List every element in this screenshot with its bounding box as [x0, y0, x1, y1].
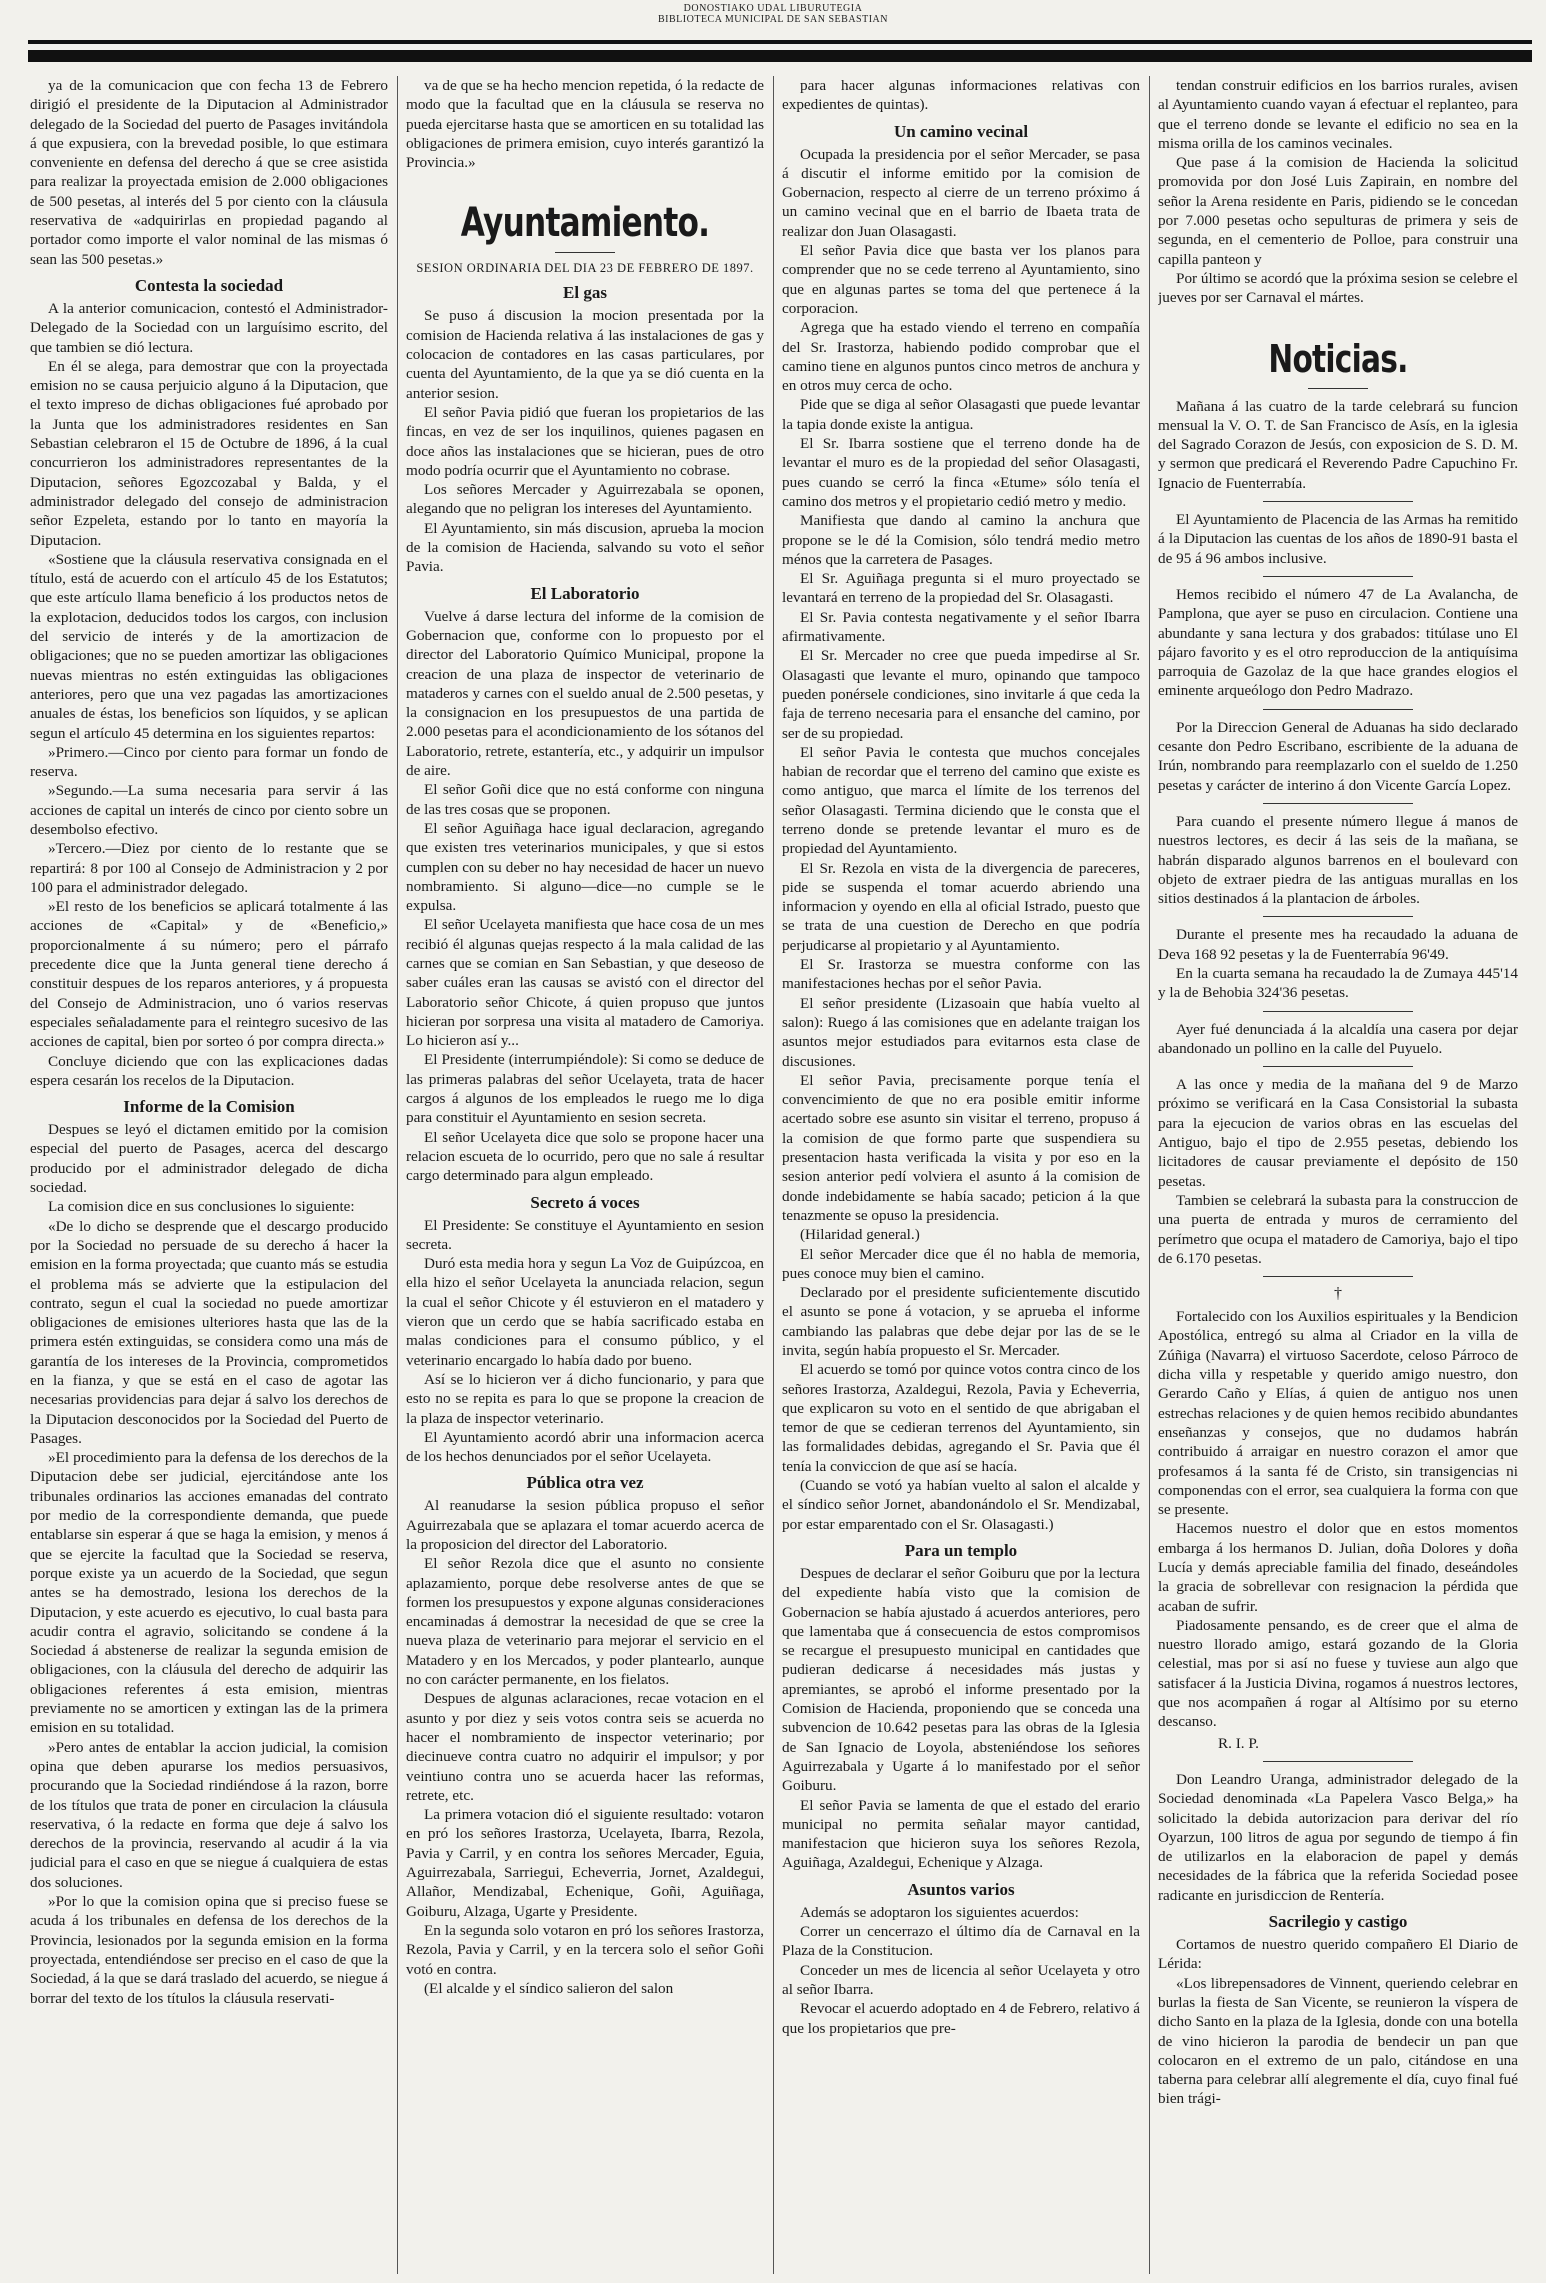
news-item: Cortamos de nuestro querido compañero El Diario de Lérida: [1158, 1936, 1518, 1973]
item-separator [1263, 576, 1413, 577]
paragraph: En él se alega, para demostrar que con la proyectada emision no se causa perjuicio alguno á la Diputacion, que el texto impreso de dichas obligaciones fué aprobado por la Junta que los administradores residentes en San Sebastian celebraron el 15 de Octubre de 1896, á la cual concurrieron los administradores representantes de la Diputacion, señores Egozcozabal y Balda, y el administrador delegado del consejo de administracion señor Ezpeleta, estando por lo tanto en mayoría la Diputacion. [30, 357, 388, 549]
paragraph: Al reanudarse la sesion pública propuso el señor Aguirrezabala que se aplazara el tomar acuerdo acerca de la proposicion del director del Laboratorio. [406, 1497, 764, 1553]
news-item: En la cuarta semana ha recaudado la de Zumaya 445'14 y la de Behobia 324'36 pesetas. [1158, 964, 1518, 1002]
paragraph: El Ayuntamiento acordó abrir una informacion acerca de los hechos denunciados por el señor Ucelayeta. [406, 1428, 764, 1466]
news-item: Fortalecido con los Auxilios espirituales y la Bendicion Apostólica, entregó su alma al Criador en la villa de Zúñiga (Navarra) el virtuoso Sacerdote, celoso Párroco de dicha villa y respetable y querido amigo nuestro, don Gerardo Caño y Elías, á quien de antiguo nos unen estrechas relaciones y de quien hemos recibido abundantes enseñanzas y consejos, que no dudamos habrán contribuido á arraigar en nuestro corazon el amor que profesamos á la santa fé de Cristo, sin transigencias ni componendas con el error, sea cualquiera la forma con que se presente. [1158, 1308, 1518, 1519]
paragraph: La primera votacion dió el siguiente resultado: votaron en pró los señores Irastorza, Ucelayeta, Ibarra, Rezola, Pavia y Carril, y en contra los señores Mercader, Eguia, Aguirrezabala, Sarriegui, Echeverria, Jornet, Azaldegui, Allañor, Mendizabal, Echenique, Goñi, Aguiñaga, Goiburu, Alzaga, Ugarte y Presidente. [406, 1806, 764, 1920]
cross-icon: † [1334, 1285, 1342, 1303]
paragraph: Despues de algunas aclaraciones, recae votacion en el asunto y por diez y seis votos contra seis se acuerda no hacer el nombramiento de inspector veterinario; por diecinueve contra cuatro no adquirir el impulsor; y por veintiuno contra uno se acuerda hacer las reformas, retrete, etc. [406, 1690, 764, 1804]
paragraph: Que pase á la comision de Hacienda la solicitud promovida por don José Luis Zapirain, en nombre del señor la Arena residente en Paris, pidiendo se le concedan por 7.000 pesetas ocho sepulturas de primera y seis de segunda, en el cementerio de Polloe, para construir una capilla panteon y [1158, 154, 1518, 268]
paragraph: La comision dice en sus conclusiones lo siguiente: [48, 1198, 355, 1216]
paragraph: En la segunda solo votaron en pró los señores Irastorza, Rezola, Pavia y Carril, y en la tercera solo el señor Goñi votó en contra. [406, 1921, 764, 1978]
paragraph: Manifiesta que dando al camino la anchura que propone se le dé la Comision, sólo tendrá medio metro ménos que la carretera de Pasages. [782, 512, 1140, 568]
paragraph: El Ayuntamiento, sin más discusion, aprueba la mocion de la comision de Hacienda, salvando su voto el señor Pavia. [406, 519, 764, 576]
paragraph: Duró esta media hora y segun La Voz de Guipúzcoa, en ella hizo el señor Ucelayeta la anunciada relacion, segun la cual el señor Chicote y él estuvieron en el matadero y vieron que un cerdo que se había sacrificado estaba en malas condiciones para el consumo público, y el veterinario encargado lo había dado por bueno. [406, 1255, 764, 1369]
news-item: Para cuando el presente número llegue á manos de nuestros lectores, es decir á las seis de la mañana, se habrán disparado algunos barrenos en el boulevard con objeto de extraer piedra de las antiguas murallas en los sitios destinados á la plantacion de árboles. [1158, 812, 1518, 908]
paragraph: El señor Rezola dice que el asunto no consiente aplazamiento, porque debe resolverse antes de que se formen los presupuestos y expone algunas consideraciones encaminadas á demostrar la necesidad de que se cree la nueva plaza de veterinario para mejorar el servicio en el Matadero y en los Mercados, y poder plantearlo, aunque no con carácter permanente, en los fielatos. [406, 1555, 764, 1689]
paragraph: El Sr. Rezola en vista de la divergencia de pareceres, pide se suspenda el tomar acuerdo abriendo una informacion y oyendo en ella al oficial Istrado, puesto que se trata de una cuestion de Derecho en que podría perjudicarse al propietario y al Ayuntamiento. [782, 859, 1140, 954]
paragraph: »Tercero.—Diez por ciento de lo restante que se repartirá: 8 por 100 al Consejo de Administracion y 2 por 100 para el administrador delegado. [30, 840, 388, 896]
archive-line-2: BIBLIOTECA MUNICIPAL DE SAN SEBASTIAN [658, 14, 888, 25]
paragraph: Despues de declarar el señor Goiburu que por la lectura del expediente había visto que la comision de Gobernacion se había ajustado á acuerdos anteriores, pero que lamentaba que á consecuencia de estos compromisos se recargue el presupuesto municipal en cantidades que pudieran dedicarse á necesidades más justas y apremiantes, se aprobó el informe presentado por la Comision de Hacienda, proponiendo que se conceda una subvencion de 10.642 pesetas para las obras de la Iglesia de San Ignacio de Loyola, absteniéndose los señores Aguirrezabala y Ugarte á lo manifestado por el señor Goiburu. [782, 1564, 1140, 1795]
paragraph: Correr un cencerrazo el último día de Carnaval en la Plaza de la Constitucion. [782, 1923, 1140, 1960]
section-heading: Sacrilegio y castigo [1268, 1912, 1408, 1932]
column-1 [30, 76, 388, 2274]
paragraph: El Presidente (interrumpiéndole): Si como se deduce de las primeras palabras del señor Ucelayeta, trata de hacer cargos á algunos de los empleados le ruego me lo diga para constituir el Ayuntamiento en sesion secreta. [406, 1051, 764, 1127]
paragraph: Despues se leyó el dictamen emitido por la comision especial del puerto de Pasages, acerca del descargo producido por el administrador delegado de dicha sociedad. [30, 1121, 388, 1197]
item-separator [1263, 501, 1413, 502]
paragraph: »Primero.—Cinco por ciento para formar un fondo de reserva. [30, 743, 388, 781]
paragraph: Declarado por el presidente suficientemente discutido el asunto se pone á votacion, y se aprueba el informe cambiando las palabras que debe dejar por las de se le invita, según había propuesto el Sr. Mercader. [782, 1284, 1140, 1359]
item-separator [1263, 1066, 1413, 1067]
paragraph: El señor Pavia dice que basta ver los planos para comprender que no se cede terreno al Ayuntamiento, sino que en algunas partes se toma del que pertenece á la corporacion. [782, 242, 1140, 317]
news-item: Durante el presente mes ha recaudado la aduana de Deva 168 92 pesetas y la de Fuenterrabía 96'49. [1158, 926, 1518, 963]
paragraph: El señor Pavia se lamenta de que el estado del erario municipal no permita señalar mayor cantidad, manifestacion que hicieron suya los señores Rezola, Aguiñaga, Azaldegui, Echenique y Alzaga. [782, 1796, 1140, 1872]
section-heading: Pública otra vez [526, 1473, 644, 1493]
paragraph: El Sr. Mercader no cree que pueda impedirse al Sr. Olasagasti que levante el muro, opinando que tampoco pueden ponérsele condiciones, sino invitarle á que ceda la faja de terreno necesaria para el ensanche del camino, por ser de su propiedad. [782, 647, 1140, 742]
paragraph: para hacer algunas informaciones relativas con expedientes de quintas). [782, 77, 1140, 114]
paragraph: A la anterior comunicacion, contestó el Administrador-Delegado de la Sociedad con un larguísimo escrito, del que tambien se dió lectura. [30, 299, 388, 356]
news-item: «Los librepensadores de Vinnent, queriendo celebrar en burlas la fiesta de San Vicente, se reunieron la víspera de dicho Santo en la plaza de la Iglesia, donde con una botella de vino hicieron la parodia de bendecir un pan que colocaron en el extremo de un palo, citándose en una taberna para celebrar allí alegremente el día, cuyo final fué bien trági- [1158, 1974, 1518, 2108]
paragraph: El señor Ucelayeta dice que solo se propone hacer una relacion escueta de lo ocurrido, pero que no sale á resultar cargo determinado para algun empleado. [406, 1128, 764, 1185]
paragraph: Así se lo hicieron ver á dicho funcionario, y para que esto no se repita es para lo que se propone la creacion de la plaza de inspector veterinario. [406, 1370, 764, 1427]
section-heading: Para un templo [904, 1540, 1018, 1560]
archive-line-1: DONOSTIAKO UDAL LIBURUTEGIA [683, 3, 863, 14]
item-separator [1263, 1276, 1413, 1277]
news-item: Hacemos nuestro el dolor que en estos momentos embarga á los hermanos D. Julian, doña Dolores y doña Lucía y demás apreciable familia del finado, deseándoles la gracia de sobrellevar con resignacion la pérdida que acaban de sufrir. [1158, 1520, 1518, 1615]
paragraph: »Pero antes de entablar la accion judicial, la comision opina que deben apurarse los medios persuasivos, procurando que la Sociedad rindiéndose á la razon, borre de los títulos que trata de poner en circulacion la cláusula reservativa, ó la redacte en forma que deje á salvo los derechos de la provincia, reservando al acudir á la via judicial para el caso en que se niegue á cualquiera de estas dos soluciones. [30, 1738, 388, 1891]
item-separator [1263, 709, 1413, 710]
paragraph: El señor Pavia pidió que fueran los propietarios de las fincas, en vez de ser los inquilinos, quienes pagasen en doce años las instalaciones que se hicieran, pues de otro modo podría ocurrir que el Ayuntamiento no cobrase. [406, 403, 764, 479]
paragraph: El señor presidente (Lizasoain que había vuelto al salon): Ruego á las comisiones que en adelante traigan los asuntos mejor estudiados para evitarnos esta clase de discusiones. [782, 994, 1140, 1070]
paragraph: (Cuando se votó ya habían vuelto al salon el alcalde y el síndico señor Jornet, abandonándolo el Sr. Mendizabal, por estar emparentado con el Sr. Olasagasti.) [782, 1477, 1140, 1533]
column-divider [1149, 76, 1150, 2274]
news-item: Tambien se celebrará la subasta para la construccion de una puerta de entrada y muros de cerramiento del perímetro que ocupa el matadero de Camoriya, bajo el tipo de 6.170 pesetas. [1158, 1191, 1518, 1267]
paragraph: El Sr. Aguiñaga pregunta si el muro proyectado se levantará en terreno de la propiedad del Sr. Olasagasti. [782, 570, 1140, 607]
news-item: Ayer fué denunciada á la alcaldía una casera por dejar abandonado un pollino en la calle del Puyuelo. [1158, 1020, 1518, 1057]
news-item: Piadosamente pensando, es de creer que el alma de nuestro llorado amigo, estará gozando de la Gloria celestial, mas por si así no fuese y tuviese aun algo que satisfacer á la Justicia Divina, rogamos á nuestros lectores, que nos acompañen á rogar al Altísimo por su eterno descanso. [1158, 1616, 1518, 1731]
header-thin-rule [28, 40, 1532, 44]
section-heading: Informe de la Comision [123, 1097, 295, 1117]
section-heading: Asuntos varios [907, 1879, 1015, 1899]
news-item: Hemos recibido el número 47 de La Avalancha, de Pamplona, que ayer se puso en circulacion. Contiene una abundante y sana lectura y dos grabados: titúlase uno El pájaro favorito y es el otro reproduccion de la antiquísima parroquia de Gazolaz de la que hace grandes elogios el eminente arqueólogo don Pedro Madrazo. [1158, 585, 1518, 700]
paragraph: El señor Mercader dice que él no habla de memoria, pues conoce muy bien el camino. [782, 1245, 1140, 1282]
paragraph: Los señores Mercader y Aguirrezabala se oponen, alegando que no peligran los intereses del Ayuntamiento. [406, 481, 764, 518]
news-item: Mañana á las cuatro de la tarde celebrará su funcion mensual la V. O. T. de San Francisco de Asís, en la iglesia del Sagrado Corazon de Jesús, con exposicion de S. D. M. y sermon que predicará el Reverendo Padre Capuchino Fr. Ignacio de Fuenterrabía. [1158, 397, 1518, 492]
paragraph: El señor Pavia, precisamente porque tenía el convencimiento de que no era posible emitir informe acertado sobre ese asunto sin visitar el terreno, propuso á la comision de que formo parte que suspendiera su presentacion hasta verificada la visita y por eso en la sesion anterior pedí volviera el asunto á la comision de donde indebidamente se había sacado; peticion á la que tenazmente se opuso la presidencia. [782, 1071, 1140, 1224]
paragraph: »El resto de los beneficios se aplicará totalmente á las acciones de «Capital» y de «Beneficio,» proporcionalmente á su número; pero el párrafo precedente dice que la Junta general tiene derecho á constituir despues de los reparos anteriores, y á propuesta del Consejo de Administracion, uno ó varios reservas especiales señaladamente para el reintegro sucesivo de las acciones de capital, bien por sorteo ó por compra directa.» [30, 898, 388, 1051]
section-heading: El gas [563, 283, 607, 303]
paragraph: El señor Pavia le contesta que muchos concejales habian de recordar que el terreno del camino que existe es como antiguo, que marca el límite de los terrenos del señor Olasagasti. Termina diciendo que le consta que el terreno donde se pretende levantar el muro es de propiedad del Ayuntamiento. [782, 743, 1140, 858]
paragraph: »Por lo que la comision opina que si preciso fuese se acuda á los tribunales en defensa de los derechos de la Provincia, lesionados por la segunda emision en la forma proyectada, entendiéndose ser preciso en el caso de que la Sociedad, á la que se dará traslado del acuerdo, se niegue á borrar del texto de los títulos la cláusula reservati- [30, 1893, 388, 2007]
paragraph: El Sr. Pavia contesta negativamente y el señor Ibarra afirmativamente. [782, 608, 1140, 646]
item-separator [1263, 1761, 1413, 1762]
paragraph: ya de la comunicacion que con fecha 13 de Febrero dirigió el presidente de la Diputacion al Administrador delegado de la Sociedad del puerto de Pasages invitándola á que expusiera, con la brevedad posible, lo que estimara conveniente en defensa del derecho á que se cree asistida para realizar la proyectada emision de 2.000 obligaciones de 500 pesetas, al interés del 5 por ciento con la cláusula reservativa de «adquirirlas en propiedad pagando al portador como importe el valor nominal de las mismas ó sean las 500 pesetas.» [30, 77, 388, 268]
section-heading: Contesta la sociedad [134, 275, 284, 295]
section-heading: El Laboratorio [530, 583, 640, 603]
column-divider [773, 76, 774, 2274]
paragraph: (El alcalde y el síndico salieron del salon [424, 1979, 674, 1997]
paragraph: Además se adoptaron los siguientes acuerdos: [800, 1903, 1079, 1921]
title-rule [1308, 388, 1368, 389]
paragraph: Revocar el acuerdo adoptado en 4 de Febrero, relativo á que los propietarios que pre- [782, 2000, 1140, 2037]
news-item: Por la Direccion General de Aduanas ha sido declarado cesante don Pedro Escribano, escribiente de la aduana de Irún, nombrando para reemplazarlo con el sueldo de 1.250 pesetas y carácter de interino á don Vicente García Lopez. [1158, 718, 1518, 794]
paragraph: (Hilaridad general.) [800, 1226, 920, 1244]
title-rule [555, 252, 615, 253]
column-3 [782, 76, 1140, 2274]
paragraph: El señor Goñi dice que no está conforme con ninguna de las tres cosas que se proponen. [406, 781, 764, 818]
paragraph: El Presidente: Se constituye el Ayuntamiento en sesion secreta. [406, 1216, 764, 1253]
item-separator [1263, 916, 1413, 917]
archive-stamp [0, 0, 1546, 25]
paragraph: El señor Aguiñaga hace igual declaracion, agregando que existen tres veterinarios municipales, y que si estos cumplen con su deber no hay necesidad de hacer un nuevo nombramiento. Si alguno—dice—no cumple se le expulsa. [406, 819, 764, 915]
paragraph: Agrega que ha estado viendo el terreno en compañía del Sr. Irastorza, habiendo podido comprobar que el camino tiene en algunos puntos cinco metros de anchura y en otros muy cerca de ocho. [782, 319, 1140, 395]
paragraph: Por último se acordó que la próxima sesion se celebre el jueves por ser Carnaval el mártes. [1158, 269, 1518, 307]
paragraph: va de que se ha hecho mencion repetida, ó la redacte de modo que la facultad que en la cláusula se reserva no pueda ejercitarse hasta que se amorticen en su totalidad las obligaciones de primera emision, cuyo interés garantizó la Provincia.» [406, 77, 764, 172]
news-item: El Ayuntamiento de Placencia de las Armas ha remitido á la Diputacion las cuentas de los años de 1890-91 basta el de 95 á 96 ambos inclusive. [1158, 511, 1518, 567]
paragraph: »El procedimiento para la defensa de los derechos de la Diputacion debe ser judicial, ejercitándose ante los tribunales ordinarios las acciones emanadas del contrato por medio de la correspondiente demanda, que puede entablarse sin esperar á que se haga la emision, y menos á que se ejercite la facultad que la Sociedad se reserva, porque existe ya un acuerdo de la Sociedad, que segun antes se ha demostrado, lesiona los derechos de la Diputacion, y este acuerdo es ejecutivo, lo cual basta para acudir contra el agravio, solicitando se condene á la Sociedad á abstenerse de realizar la segunda emision de obligaciones, con la cláusula del derecho de adquirir las obligaciones referentes á esta emision, mientras previamente no se amorticen y extingan las de la primera emision en su totalidad. [30, 1449, 388, 1737]
news-item: A las once y media de la mañana del 9 de Marzo próximo se verificará en la Casa Consistorial la subasta para la ejecucion de varios obras en las escuelas del Antiguo, bajo el tipo de 2.955 pesetas, debiendo los licitadores de causar previamente el depósito de 150 pesetas. [1158, 1076, 1518, 1190]
section-title: Ayuntamiento. [460, 200, 710, 247]
page-header [0, 0, 1546, 70]
paragraph: «Sostiene que la cláusula reservativa consignada en el título, está de acuerdo con el artículo 45 de los Estatutos; que este artículo llama beneficio á los productos netos de la explotacion, deducidos todos los cargos, con inclusion del servicio de interés y de la amortizacion de obligaciones; que no se pueden amortizar las obligaciones nuevas mientras no estén extinguidas las obligaciones anteriores, pero que una vez pagadas las amortizaciones anuales de éstas, los beneficios son líquidos, y se aplican segun el artículo 45 determina en los siguientes repartos: [30, 550, 388, 742]
paragraph: El Sr. Ibarra sostiene que el terreno donde ha de levantar el muro es de la propiedad del señor Olasagasti, pues cuando se cerró la finca «Etume» sólo tenía el camino dos metros y el propietario cedió metro y medio. [782, 435, 1140, 510]
section-title: Noticias. [1268, 336, 1408, 381]
paragraph: Ocupada la presidencia por el señor Mercader, se pasa á discutir el informe emitido por la comision de Gobernacion, respecto al cierre de un terreno próximo á un camino vecinal que en el barrio de Ibaeta trata de realizar don Juan Olasagasti. [782, 145, 1140, 240]
paragraph: »Segundo.—La suma necesaria para servir á las acciones de capital un interés de cinco por ciento sobre un desembolso efectivo. [30, 782, 388, 838]
paragraph: Vuelve á darse lectura del informe de la comision de Gobernacion que, conforme con lo propuesto por el director del Laboratorio Químico Municipal, propone la creacion de una plaza de inspector de veterinario de mataderos y carnes con el sueldo anual de 2.500 pesetas, y la consignacion en los presupuestos de una partida de 2.000 pesetas para el acondicionamiento de los sótanos del Laboratorio, retrete, estantería, etc., y adquirir un impulsor de aire. [406, 607, 764, 780]
rip-line: R. I. P. [1218, 1734, 1259, 1752]
paragraph: Conceder un mes de licencia al señor Ucelayeta y otro al señor Ibarra. [782, 1961, 1140, 1998]
paragraph: «De lo dicho se desprende que el descargo producido por la Sociedad no persuade de su derecho á hacer la emision en la forma proyectada; que cuanto más se estudia el problema más se advierte que la estipulacion del contrato, segun el cual la sociedad no puede amortizar obligaciones de emisiones ulteriores hasta que las de la primera estén extinguidas, se considera como una más de garantía de los intereses de la Provincia, comprometidos en la fianza, y que se está en el caso de agotar las necesarias providencias para dejar á salvo los derechos de la Diputacion desconocidos por la Sociedad del Puerto de Pasages. [30, 1217, 388, 1447]
paragraph: El Sr. Irastorza se muestra conforme con las manifestaciones hechas por el señor Pavia. [782, 956, 1140, 993]
column-divider [397, 76, 398, 2274]
paragraph: El señor Ucelayeta manifiesta que hace cosa de un mes recibió él algunas quejas respecto á la mala calidad de las carnes que se comian en San Sebastian, y que deseoso de saber cuáles eran las causas se avistó con el director del Laboratorio señor Chicote, á quien propuso que juntos hicieran por sorpresa una visita al matadero de Camoriya. Lo hicieron así y... [406, 916, 764, 1050]
paragraph: Concluye diciendo que con las explicaciones dadas espera cesarán los recelos de la Diputacion. [30, 1052, 388, 1089]
paragraph: El acuerdo se tomó por quince votos contra cinco de los señores Irastorza, Azaldegui, Rezola, Pavia y Echeverria, que explicaron su voto en el sentido de que abrigaban el temor de que se cedieran terrenos del Ayuntamiento, sin las formalidades debidas, agregando el Sr. Pavia que él tenía la conviccion de que así se hacía. [782, 1361, 1140, 1475]
column-4 [1158, 76, 1518, 2274]
item-separator [1263, 1011, 1413, 1012]
section-heading: Un camino vecinal [893, 121, 1029, 141]
paragraph: Se puso á discusion la mocion presentada por la comision de Hacienda relativa á las instalaciones de gas y colocacion de contadores en las casas particulares, por cuenta del Ayuntamiento, de la que ya se dió cuenta en la anterior sesion. [406, 307, 764, 402]
section-heading: Secreto á voces [530, 1192, 640, 1212]
paragraph: Pide que se diga al señor Olasagasti que puede levantar la tapia donde existe la antigua. [782, 396, 1140, 433]
paragraph: tendan construir edificios en los barrios rurales, avisen al Ayuntamiento cuando vayan á efectuar el replanteo, para que el terreno donde se levante el edificio no sea en la misma orilla de los caminos vecinales. [1158, 77, 1518, 152]
session-line: SESION ORDINARIA DEL DIA 23 DE FEBRERO DE 1897. [416, 261, 754, 276]
news-item: Don Leandro Uranga, administrador delegado de la Sociedad denominada «La Papelera Vasco Belga,» ha solicitado la debida autorizacion para derivar del río Oyarzun, 100 litros de agua por segundo de tiempo á fin de utilizarlos en la elaboracion de papel y demás necesidades de la fábrica que la referida Sociedad posee radicante en jurisdiccion de Rentería. [1158, 1770, 1518, 1904]
header-thick-rule [28, 50, 1532, 62]
column-2 [406, 76, 764, 2274]
item-separator [1263, 803, 1413, 804]
